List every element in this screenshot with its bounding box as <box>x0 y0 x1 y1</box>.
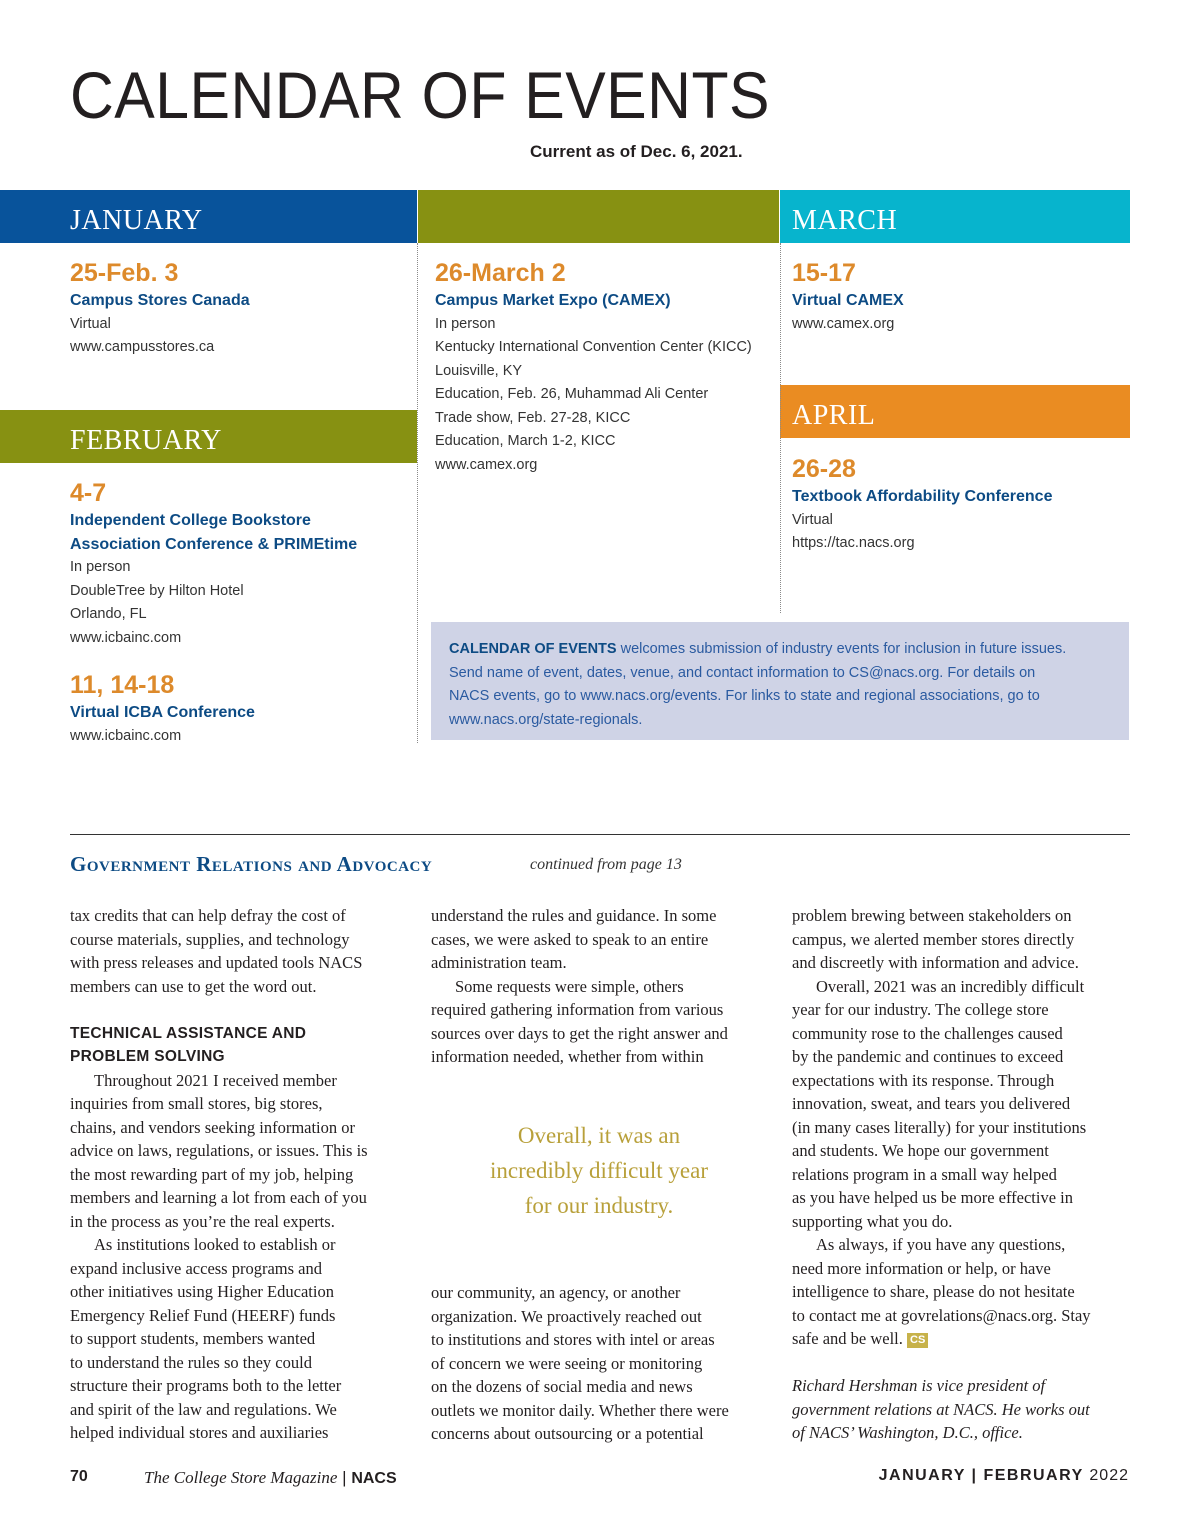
event-link[interactable]: www.camex.org <box>435 456 538 473</box>
issue-date: JANUARY | FEBRUARY 2022 <box>878 1467 1129 1484</box>
continued-note: continued from page 13 <box>530 856 682 873</box>
paragraph: Overall, 2021 was an incredibly difficult year for our industry. The college store community rose to the challenges caused by the pandemic and continues to exceed expectations with its response. Through innovation, sweat, and tears you delivered (in many cases literally) for your institutions and students. We hope our government relations program in a small way helped as you have helped us be more effective in supporting what you do. <box>792 976 1087 1231</box>
january-bar <box>0 190 417 243</box>
event-textbook-affordability <box>792 457 1052 556</box>
event-link[interactable]: https://tac.nacs.org <box>792 535 915 551</box>
event-detail: Orlando, FL <box>70 606 147 622</box>
event-detail: Virtual <box>792 511 833 528</box>
month-heading-march: MARCH <box>792 205 898 236</box>
section-heading: Government Relations and Advocacy <box>70 852 433 876</box>
column-divider <box>780 243 781 613</box>
article-column-3 <box>792 904 1137 1445</box>
event-detail: Kentucky International Convention Center (KICC) <box>435 339 752 355</box>
paragraph: understand the rules and guidance. In some cases, we were asked to speak to an entire administration team. <box>431 906 717 972</box>
event-name: Campus Stores Canada <box>70 292 250 309</box>
paragraph: Throughout 2021 I received member inquiries from small stores, big stores, chains, and vendors seeking information or advice on laws, regulations, or issues. This is the most rewarding part of my job, helping members and learning a lot from each of you in the process as you’re the real experts. <box>70 1070 368 1231</box>
event-date: 26-March 2 <box>435 259 566 287</box>
paragraph: tax credits that can help defray the cost of course materials, supplies, and technology with press releases and updated tools NACS members can use to get the word out. <box>70 906 363 996</box>
event-link[interactable]: www.camex.org <box>792 315 895 332</box>
event-detail: In person <box>70 559 131 575</box>
page-number: 70 <box>70 1468 88 1485</box>
event-date: 26-28 <box>792 455 856 483</box>
event-name: Textbook Affordability Conference <box>792 488 1053 505</box>
event-name: Campus Market Expo (CAMEX) <box>435 292 671 309</box>
notice-lead: CALENDAR OF EVENTS <box>449 641 617 657</box>
event-name-line: Association Conference & PRIMEtime <box>70 535 358 553</box>
event-name-line: Independent College Bookstore <box>70 512 311 529</box>
page-title: CALENDAR OF EVENTS <box>70 58 770 132</box>
paragraph: As always, if you have any questions, need more information or help, or have intelligence to share, please do not hesitate to contact me at govrelations@nacs.org. Stay safe and be well. CS <box>792 1235 1091 1348</box>
event-campus-stores-canada <box>70 261 250 360</box>
event-date: 15-17 <box>792 259 856 287</box>
notice-line: Send name of event, dates, venue, and contact information to CS@nacs.org. For details on <box>449 664 1036 681</box>
article-column-1 <box>70 904 415 1445</box>
nacs-brand: NACS <box>351 1470 397 1487</box>
february-bar <box>0 410 417 463</box>
event-link[interactable]: www.icbainc.com <box>70 727 182 744</box>
event-date: 4-7 <box>70 479 107 507</box>
event-name: Virtual CAMEX <box>792 292 904 309</box>
event-detail: In person <box>435 315 496 332</box>
march-bar <box>780 190 1130 243</box>
event-camex <box>435 261 752 477</box>
column-divider <box>417 243 418 743</box>
notice-line: NACS events, go to www.nacs.org/events. For links to state and regional associations, go to <box>449 688 1040 704</box>
section-divider <box>70 834 1130 835</box>
event-link[interactable]: www.campusstores.ca <box>70 339 215 355</box>
event-name: Virtual ICBA Conference <box>70 704 255 721</box>
paragraph: problem brewing between stakeholders on campus, we alerted member stores directly and discreetly with information and advice. <box>792 906 1079 972</box>
paragraph: As institutions looked to establish or expand inclusive access programs and other initiatives using Higher Education Emergency Relief Fund (HEERF) funds to support students, members wanted to understand the rules so they could structure their programs both to the letter and spirit of the law and regulations. We helped individual stores and auxiliaries <box>70 1235 342 1442</box>
event-virtual-camex <box>792 261 904 336</box>
event-date: 25-Feb. 3 <box>70 259 179 287</box>
notice-line: www.nacs.org/state-regionals. <box>449 711 643 728</box>
author-bio: Richard Hershman is vice president of government relations at NACS. He works out of NACS’ Washington, D.C., office. <box>792 1376 1090 1442</box>
event-virtual-icba <box>70 673 255 748</box>
event-link[interactable]: www.icbainc.com <box>70 629 182 646</box>
event-detail: Education, March 1-2, KICC <box>435 433 616 449</box>
event-detail: DoubleTree by Hilton Hotel <box>70 582 244 599</box>
article-column-2 <box>431 904 776 1069</box>
magazine-name: The College Store Magazine | NACS <box>144 1468 397 1487</box>
notice-line: CALENDAR OF EVENTS welcomes submission of industry events for inclusion in future issues. <box>449 641 1067 657</box>
april-bar <box>780 385 1130 438</box>
subheading: TECHNICAL ASSISTANCE AND PROBLEM SOLVING <box>70 1024 307 1065</box>
month-heading-january: JANUARY <box>70 205 203 236</box>
cs-end-mark-icon: CS <box>907 1333 928 1348</box>
article-column-2-continued: our community, an agency, or another organization. We proactively reached out to institutions and stores with intel or areas of concern we were seeing or monitoring on the dozens of social media and news outlets we monitor daily. Whether there were concerns about outsourcing or a potential <box>431 1283 729 1443</box>
paragraph: Some requests were simple, others required gathering information from various sources over days to get the right answer and information needed, whether from within <box>431 976 728 1066</box>
event-date: 11, 14-18 <box>70 671 175 699</box>
footer-left <box>70 1468 397 1487</box>
event-icba-conference <box>70 481 357 650</box>
event-detail: Trade show, Feb. 27-28, KICC <box>435 409 631 426</box>
event-detail: Education, Feb. 26, Muhammad Ali Center <box>435 386 709 402</box>
month-heading-april: APRIL <box>792 400 876 431</box>
pull-quote: Overall, it was an incredibly difficult year for our industry. <box>490 1123 708 1218</box>
february-bar-continued <box>418 190 779 243</box>
event-detail: Virtual <box>70 315 111 332</box>
submission-notice-box <box>431 622 1129 740</box>
event-detail: Louisville, KY <box>435 362 523 379</box>
month-heading-february: FEBRUARY <box>70 425 222 456</box>
as-of-date: Current as of Dec. 6, 2021. <box>530 142 743 161</box>
